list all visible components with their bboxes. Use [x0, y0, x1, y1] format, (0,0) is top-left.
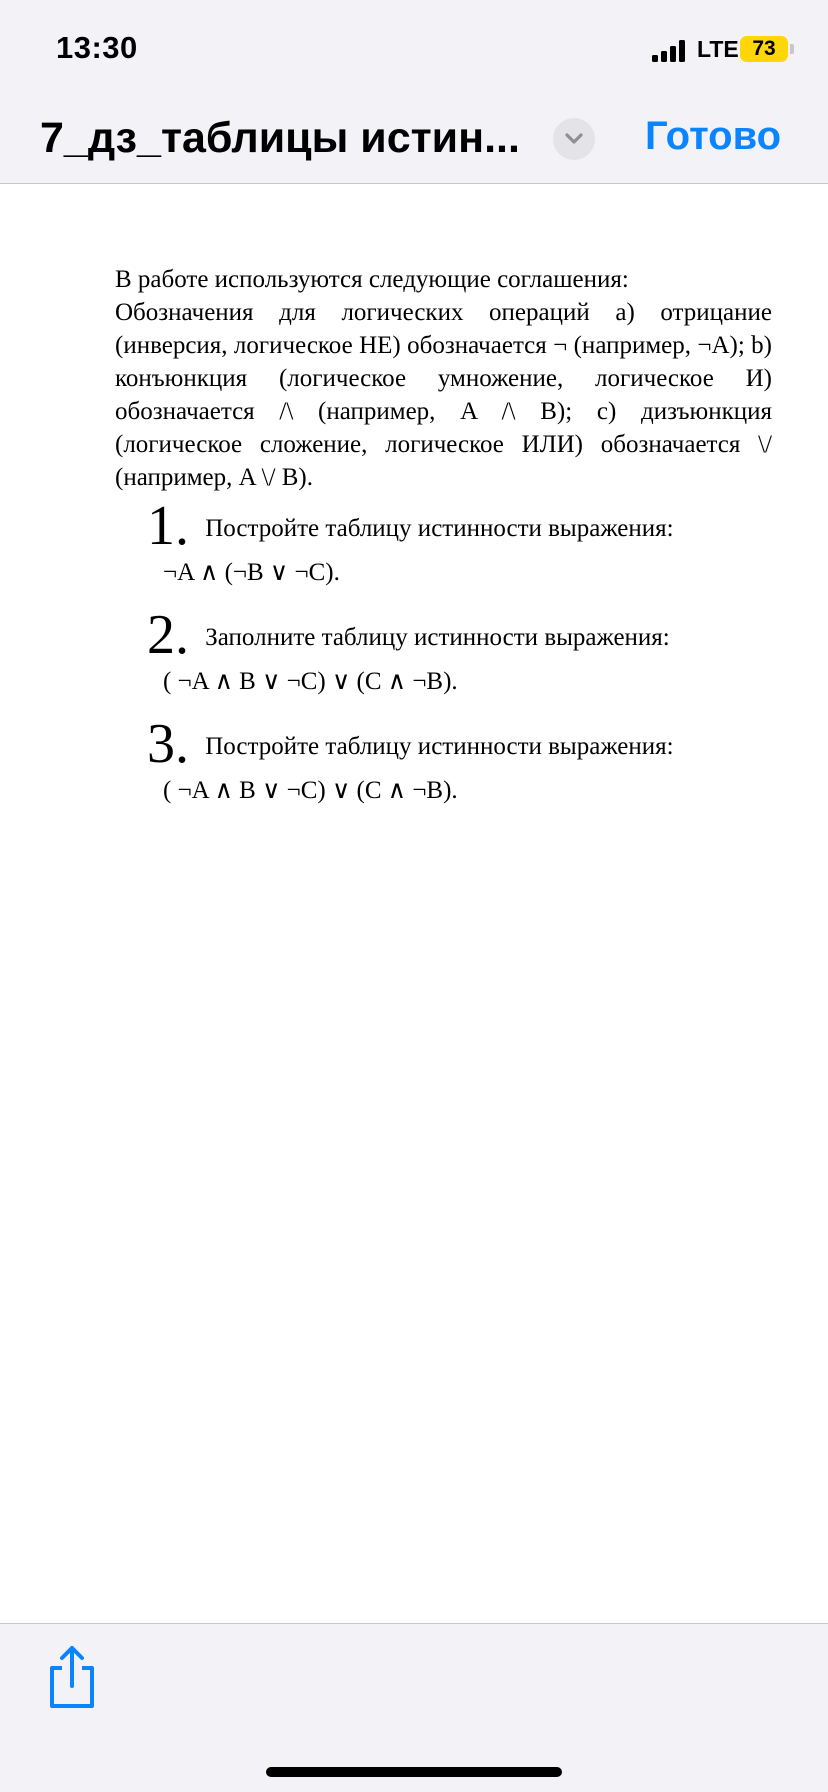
battery-tip: [790, 44, 794, 54]
task-expression: ( ¬A ∧ B ∨ ¬C) ∨ (C ∧ ¬B).: [163, 668, 458, 695]
task-list: [115, 495, 772, 807]
intro-paragraph: [115, 263, 772, 494]
bottom-toolbar: [0, 1623, 828, 1792]
task-text: Постройте таблицу истинности выражения:: [205, 733, 674, 760]
task-number: 2.: [147, 604, 189, 666]
task-text: Постройте таблицу истинности выражения:: [205, 515, 674, 542]
task-text: Заполните таблицу истинности выражения:: [205, 624, 670, 651]
task-expression: ¬A ∧ (¬B ∨ ¬C).: [163, 559, 340, 586]
task-number: 3.: [147, 713, 189, 775]
share-icon: [44, 1644, 100, 1710]
title-menu-button[interactable]: [553, 118, 595, 160]
intro-body: Обозначения для логических операций a) отрицание (инверсия, логическое НЕ) обозначается ¬ (например, ¬A); b) конъюнкция (логическое умножение, логическое И) обозначается /\ (например, A /\ B); c) дизъюнкция (логическое сложение, логическое ИЛИ) обозначается \/ (например, A \/ B).: [115, 299, 772, 491]
document-page: [115, 263, 772, 807]
task-item: [115, 713, 772, 807]
home-indicator: [266, 1767, 562, 1777]
task-number: 1.: [147, 495, 189, 557]
status-time: 13:30: [56, 30, 138, 65]
task-expression: ( ¬A ∧ B ∨ ¬C) ∨ (C ∧ ¬B).: [163, 777, 458, 804]
document-title[interactable]: 7_дз_таблицы истин...: [40, 114, 520, 162]
intro-heading: В работе используются следующие соглашения:: [115, 266, 629, 293]
chevron-down-icon: [564, 131, 584, 147]
network-type: LTE: [697, 36, 739, 62]
task-item: [115, 495, 772, 589]
cellular-signal-icon: [652, 40, 690, 62]
top-chrome: [0, 0, 828, 184]
document-view[interactable]: [0, 185, 828, 1623]
task-item: [115, 604, 772, 698]
done-button[interactable]: Готово: [645, 114, 782, 158]
share-button[interactable]: [44, 1644, 100, 1710]
battery-level: 73: [740, 36, 788, 62]
